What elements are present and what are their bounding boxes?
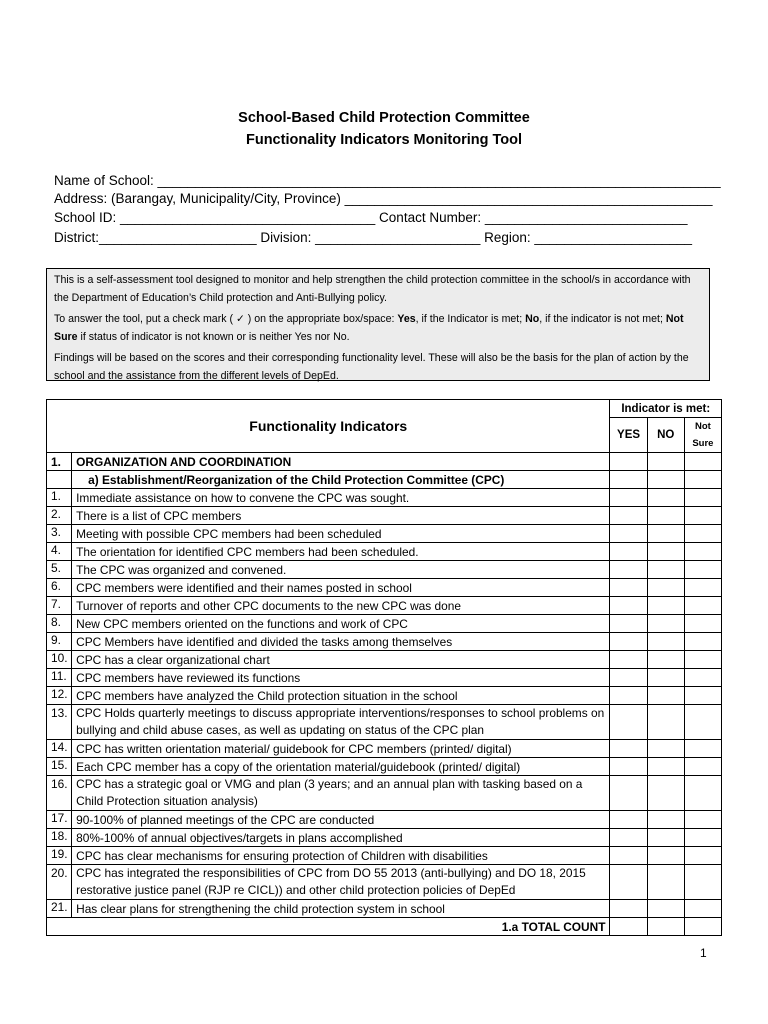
district-division-region-field[interactable]: District:_____________________ Division: ______________________ Region: _____________________ [54, 230, 693, 245]
not-sure-cell[interactable] [684, 651, 721, 669]
not-sure-cell[interactable] [684, 865, 721, 900]
section-title: ORGANIZATION AND COORDINATION [72, 453, 610, 471]
not-sure-cell[interactable] [684, 900, 721, 918]
row-number: 18. [47, 829, 72, 847]
yes-cell[interactable] [610, 776, 647, 811]
indicator-met-header: Indicator is met: [610, 400, 722, 418]
table-row [47, 776, 722, 811]
table-row [47, 758, 722, 776]
not-sure-cell[interactable] [684, 597, 721, 615]
row-number: 8. [47, 615, 72, 633]
not-sure-cell[interactable] [684, 705, 721, 740]
row-indicator-text: 90-100% of planned meetings of the CPC are conducted [72, 811, 610, 829]
no-cell[interactable] [647, 687, 684, 705]
not-sure-cell[interactable] [684, 758, 721, 776]
no-cell[interactable] [647, 776, 684, 811]
instructions-box [46, 268, 710, 381]
yes-cell[interactable] [610, 561, 647, 579]
table-row [47, 687, 722, 705]
total-row [47, 918, 722, 936]
table-row [47, 829, 722, 847]
not-sure-cell[interactable] [684, 669, 721, 687]
yes-cell[interactable] [610, 543, 647, 561]
not-sure-cell[interactable] [684, 489, 721, 507]
yes-cell[interactable] [610, 847, 647, 865]
row-indicator-text: Each CPC member has a copy of the orientation material/guidebook (printed/ digital) [72, 758, 610, 776]
no-cell[interactable] [647, 633, 684, 651]
section-number: 1. [47, 453, 72, 471]
table-row [47, 507, 722, 525]
row-number: 16. [47, 776, 72, 811]
instructions-how-to-answer: To answer the tool, put a check mark ( ✓ ) on the appropriate box/space: Yes, if the Indicator is met; No, if the indicator is not met; Not Sure if status of indicator is not known or is neither Yes nor No. [54, 313, 684, 343]
instructions-purpose: This is a self-assessment tool designed to monitor and help strengthen the child protection committee in the school/s in accordance with the Department of Education’s Child protection and Anti-Bullying policy. [54, 274, 691, 304]
no-cell[interactable] [647, 669, 684, 687]
yes-cell[interactable] [610, 453, 647, 471]
not-sure-cell[interactable] [684, 829, 721, 847]
no-cell[interactable] [647, 829, 684, 847]
no-cell[interactable] [647, 453, 684, 471]
row-number: 21. [47, 900, 72, 918]
not-sure-cell[interactable] [684, 847, 721, 865]
instructions-findings: Findings will be based on the scores and their corresponding functionality level. These will also be the basis for the plan of action by the school and the assistance from the different levels of DepEd. [54, 352, 689, 382]
row-number: 14. [47, 740, 72, 758]
no-cell[interactable] [647, 597, 684, 615]
no-column-header: NO [647, 418, 684, 453]
no-cell[interactable] [647, 651, 684, 669]
no-cell[interactable] [647, 811, 684, 829]
no-cell[interactable] [647, 705, 684, 740]
not-sure-cell[interactable] [684, 453, 721, 471]
table-row [47, 489, 722, 507]
table-row [47, 811, 722, 829]
yes-cell[interactable] [610, 633, 647, 651]
row-indicator-text: CPC has a strategic goal or VMG and plan (3 years; and an annual plan with tasking based on a Child Protection situation analysis) [72, 776, 610, 811]
not-sure-cell[interactable] [684, 471, 721, 489]
no-cell[interactable] [647, 740, 684, 758]
row-indicator-text: There is a list of CPC members [72, 507, 610, 525]
no-cell[interactable] [647, 525, 684, 543]
school-name-field[interactable]: Name of School: ___________________________________________________________________________ [54, 173, 721, 188]
indicators-table [46, 399, 722, 936]
row-indicator-text: 80%-100% of annual objectives/targets in plans accomplished [72, 829, 610, 847]
row-indicator-text: CPC has clear mechanisms for ensuring protection of Children with disabilities [72, 847, 610, 865]
table-row [47, 633, 722, 651]
document-title: School-Based Child Protection Committee [238, 110, 530, 126]
no-cell[interactable] [647, 758, 684, 776]
no-cell[interactable] [647, 900, 684, 918]
yes-cell[interactable] [610, 811, 647, 829]
row-indicator-text: Has clear plans for strengthening the child protection system in school [72, 900, 610, 918]
yes-cell[interactable] [610, 615, 647, 633]
row-number: 20. [47, 865, 72, 900]
total-count-label: 1.a TOTAL COUNT [47, 918, 610, 936]
row-number: 9. [47, 633, 72, 651]
yes-cell[interactable] [610, 829, 647, 847]
section-row [47, 453, 722, 471]
row-indicator-text: New CPC members oriented on the functions and work of CPC [72, 615, 610, 633]
row-number: 12. [47, 687, 72, 705]
table-row [47, 579, 722, 597]
not-sure-cell[interactable] [684, 633, 721, 651]
not-sure-cell[interactable] [684, 740, 721, 758]
row-number: 17. [47, 811, 72, 829]
no-cell[interactable] [647, 615, 684, 633]
yes-cell[interactable] [610, 579, 647, 597]
no-cell[interactable] [647, 561, 684, 579]
table-row [47, 561, 722, 579]
total-not-sure-cell[interactable] [684, 918, 721, 936]
subsection-row [47, 471, 722, 489]
row-indicator-text: CPC has integrated the responsibilities of CPC from DO 55 2013 (anti-bullying) and DO 18, 2015 restorative justice panel (RJP re CICL)) and other child protection policies of DepEd [72, 865, 610, 900]
row-indicator-text: CPC has a clear organizational chart [72, 651, 610, 669]
yes-cell[interactable] [610, 900, 647, 918]
no-cell[interactable] [647, 865, 684, 900]
subsection-title: a) Establishment/Reorganization of the Child Protection Committee (CPC) [72, 471, 610, 489]
table-row [47, 525, 722, 543]
row-number: 5. [47, 561, 72, 579]
yes-cell[interactable] [610, 740, 647, 758]
table-row [47, 740, 722, 758]
school-id-contact-field[interactable]: School ID: __________________________________ Contact Number: ___________________________ [54, 210, 688, 225]
not-sure-cell[interactable] [684, 687, 721, 705]
row-indicator-text: Immediate assistance on how to convene the CPC was sought. [72, 489, 610, 507]
row-number: 6. [47, 579, 72, 597]
row-number: 1. [47, 489, 72, 507]
table-row [47, 615, 722, 633]
yes-cell[interactable] [610, 865, 647, 900]
table-row [47, 847, 722, 865]
row-number: 2. [47, 507, 72, 525]
row-number: 19. [47, 847, 72, 865]
row-indicator-text: CPC has written orientation material/ guidebook for CPC members (printed/ digital) [72, 740, 610, 758]
yes-column-header: YES [610, 418, 647, 453]
yes-cell[interactable] [610, 669, 647, 687]
table-row [47, 597, 722, 615]
table-row [47, 543, 722, 561]
row-number: 15. [47, 758, 72, 776]
row-number: 4. [47, 543, 72, 561]
row-number: 3. [47, 525, 72, 543]
not-sure-cell[interactable] [684, 543, 721, 561]
yes-cell[interactable] [610, 489, 647, 507]
yes-cell[interactable] [610, 507, 647, 525]
row-indicator-text: The orientation for identified CPC members had been scheduled. [72, 543, 610, 561]
row-indicator-text: CPC members were identified and their names posted in school [72, 579, 610, 597]
table-row [47, 865, 722, 900]
address-field[interactable]: Address: (Barangay, Municipality/City, Province) _________________________________________________ [54, 191, 713, 206]
row-indicator-text: Turnover of reports and other CPC documents to the new CPC was done [72, 597, 610, 615]
yes-cell[interactable] [610, 525, 647, 543]
yes-cell[interactable] [610, 705, 647, 740]
row-indicator-text: Meeting with possible CPC members had been scheduled [72, 525, 610, 543]
row-number: 11. [47, 669, 72, 687]
no-cell[interactable] [647, 543, 684, 561]
row-indicator-text: CPC members have analyzed the Child protection situation in the school [72, 687, 610, 705]
yes-cell[interactable] [610, 651, 647, 669]
not-sure-cell[interactable] [684, 811, 721, 829]
not-sure-column-header: Not Sure [684, 418, 721, 453]
yes-cell[interactable] [610, 758, 647, 776]
page-number: 1 [700, 946, 707, 960]
row-indicator-text: CPC members have reviewed its functions [72, 669, 610, 687]
table-row [47, 651, 722, 669]
table-header-title: Functionality Indicators [47, 400, 610, 453]
not-sure-cell[interactable] [684, 615, 721, 633]
table-row [47, 900, 722, 918]
row-number: 10. [47, 651, 72, 669]
total-no-cell[interactable] [647, 918, 684, 936]
document-subtitle: Functionality Indicators Monitoring Tool [245, 132, 523, 148]
row-indicator-text: CPC Members have identified and divided the tasks among themselves [72, 633, 610, 651]
table-row [47, 705, 722, 740]
not-sure-cell[interactable] [684, 579, 721, 597]
row-number: 7. [47, 597, 72, 615]
yes-cell[interactable] [610, 471, 647, 489]
no-cell[interactable] [647, 489, 684, 507]
yes-cell[interactable] [610, 687, 647, 705]
not-sure-cell[interactable] [684, 507, 721, 525]
no-cell[interactable] [647, 471, 684, 489]
no-cell[interactable] [647, 507, 684, 525]
no-cell[interactable] [647, 847, 684, 865]
row-indicator-text: The CPC was organized and convened. [72, 561, 610, 579]
total-yes-cell[interactable] [610, 918, 647, 936]
not-sure-cell[interactable] [684, 525, 721, 543]
not-sure-cell[interactable] [684, 776, 721, 811]
yes-cell[interactable] [610, 597, 647, 615]
no-cell[interactable] [647, 579, 684, 597]
row-indicator-text: CPC Holds quarterly meetings to discuss appropriate interventions/responses to school problems on bullying and child abuse cases, as well as updating on status of the CPC plan [72, 705, 610, 740]
table-row [47, 669, 722, 687]
not-sure-cell[interactable] [684, 561, 721, 579]
row-number: 13. [47, 705, 72, 740]
